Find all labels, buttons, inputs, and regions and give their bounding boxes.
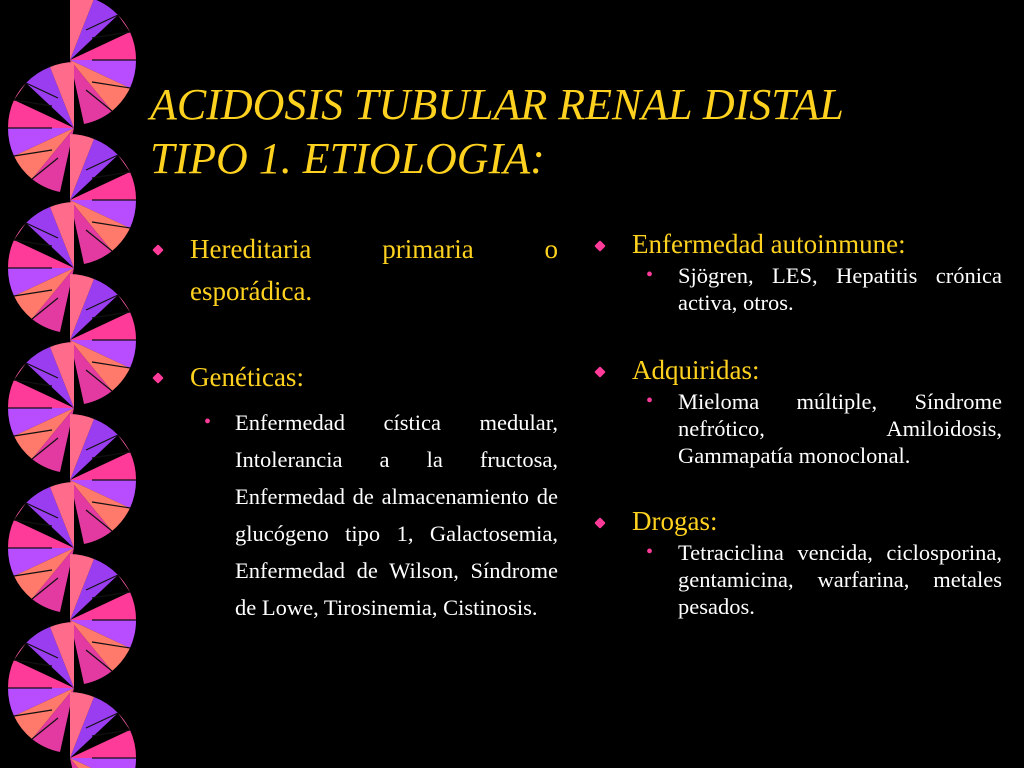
sub-item-text: Sjögren, LES, Hepatitis crónica activa, otros. [678,263,1002,315]
right-column [592,226,1002,620]
list-item [150,356,558,398]
list-item [150,228,558,312]
title-line-1: ACIDOSIS TUBULAR RENAL DISTAL [150,80,844,129]
left-column [150,228,558,626]
decorative-fan-ribbon [0,0,140,768]
item-label: Enfermedad autoinmune: [632,229,906,259]
slide-title [150,78,1010,186]
item-label: Adquiridas: [632,355,760,385]
sub-item [592,388,1002,469]
diamond-bullet-icon [152,244,163,255]
dot-bullet-icon: • [646,390,654,412]
list-item [592,226,1002,262]
dot-bullet-icon: • [204,411,212,433]
item-label: Genéticas: [190,362,304,392]
title-line-2: TIPO 1. ETIOLOGIA: [150,134,545,183]
diamond-bullet-icon [594,240,605,251]
sub-item [592,262,1002,316]
sub-item-text: Mieloma múltiple, Síndrome nefrótico, Amiloidosis, Gammapatía monoclonal. [678,389,1002,468]
dot-bullet-icon: • [646,264,654,286]
item-label: Hereditaria primaria o esporádica. [190,234,558,306]
list-item [592,352,1002,388]
item-label: Drogas: [632,506,718,536]
sub-item-text: Tetraciclina vencida, ciclosporina, gentamicina, warfarina, metales pesados. [678,540,1002,619]
dot-bullet-icon: • [646,541,654,563]
diamond-bullet-icon [152,372,163,383]
sub-item-text: Enfermedad cística medular, Intolerancia a la fructosa, Enfermedad de almacenamiento de glucógeno tipo 1, Galactosemia, Enfermedad de Wilson, Síndrome de Lowe, Tirosinemia, Cistinosis. [235,410,558,620]
sub-item [592,539,1002,620]
diamond-bullet-icon [594,366,605,377]
diamond-bullet-icon [594,517,605,528]
list-item [592,503,1002,539]
sub-item [150,404,558,626]
